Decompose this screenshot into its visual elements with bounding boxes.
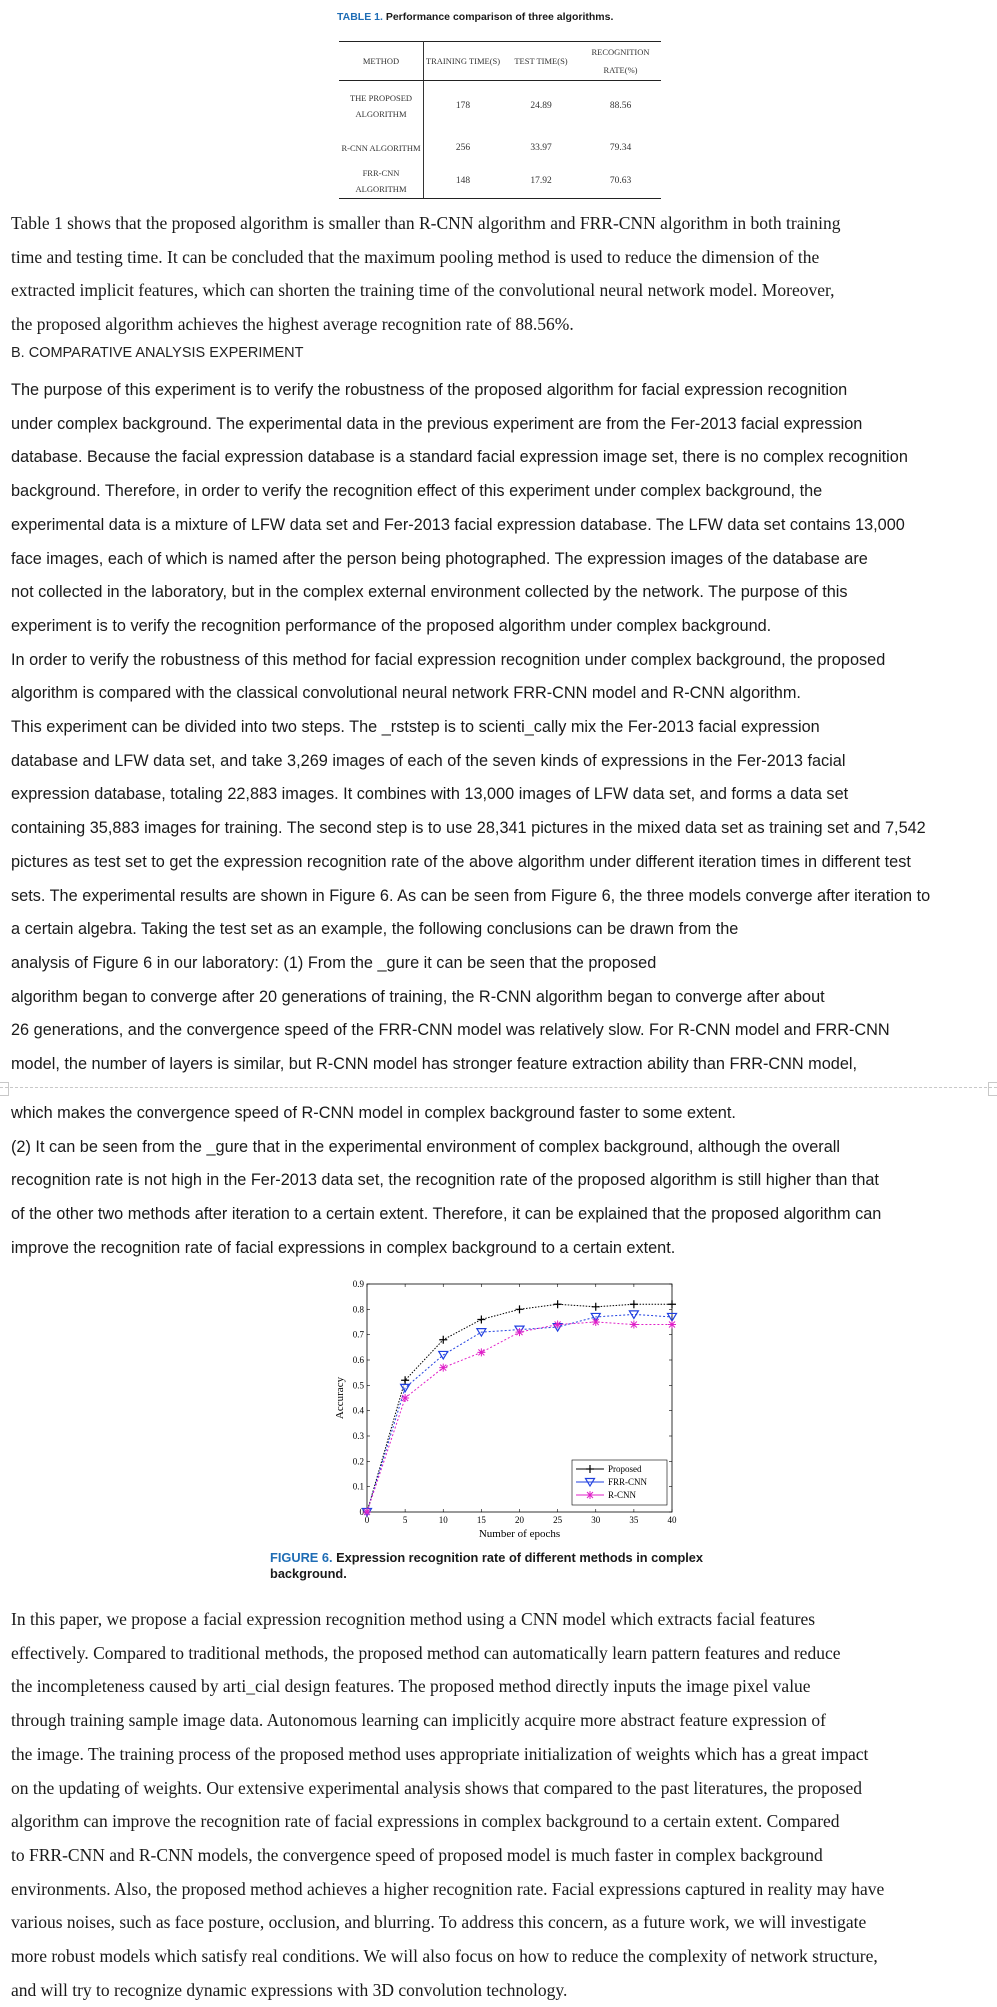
page-break-divider <box>0 1087 997 1088</box>
x-tick-label: 20 <box>515 1515 524 1525</box>
table-cell: THE PROPOSED ALGORITHM <box>339 81 424 132</box>
text-line: the incompleteness caused by arti_cial design features. The proposed method directly inputs the image pixel value <box>11 1676 811 1697</box>
text-line: algorithm can improve the recognition rate of facial expressions in complex background to a certain extent. Compared <box>11 1811 840 1832</box>
text-line: algorithm began to converge after 20 generations of training, the R-CNN algorithm began to converge after about <box>11 987 825 1006</box>
table-cell: FRR-CNN ALGORITHM <box>339 164 424 199</box>
conclusion-paragraph <box>11 1097 986 1266</box>
data-point-r-cnn <box>554 1321 562 1329</box>
data-point-r-cnn <box>668 1321 676 1329</box>
data-point-proposed <box>439 1336 447 1344</box>
page-corner-mark-left <box>0 1082 9 1096</box>
text-line: under complex background. The experimental data in the previous experiment are from the Fer-2013 facial expression <box>11 414 863 433</box>
y-tick-label: 0.8 <box>352 1304 364 1315</box>
table-cell: 24.89 <box>530 101 552 111</box>
text-line: model, the number of layers is similar, but R-CNN model has stronger feature extraction ability than FRR-CNN model, <box>11 1055 858 1074</box>
legend-label: R-CNN <box>608 1490 637 1500</box>
text-line: In order to verify the robustness of this method for facial expression recognition under complex background, the proposed <box>11 650 886 669</box>
text-line: background. Therefore, in order to verify the recognition effect of this experiment under complex background, the <box>11 482 823 501</box>
y-tick-label: 0.5 <box>352 1380 364 1391</box>
table-discussion-paragraph <box>11 207 986 341</box>
table-row <box>339 131 661 164</box>
text-line: a certain algebra. Taking the test set as an example, the following conclusions can be drawn from the <box>11 920 739 939</box>
y-axis-label: Accuracy <box>334 1376 346 1420</box>
x-tick-label: 30 <box>591 1515 601 1525</box>
table-header-cell: RECOGNITION RATE(%) <box>580 42 661 81</box>
table-row <box>339 81 661 132</box>
data-point-r-cnn <box>363 1508 371 1516</box>
text-line: on the updating of weights. Our extensive experimental analysis shows that compared to the past literatures, the proposed <box>11 1777 862 1798</box>
table-caption-label: TABLE 1. <box>337 11 383 23</box>
data-point-r-cnn <box>477 1348 485 1356</box>
paper-conclusion-paragraph <box>11 1603 986 2007</box>
text-line: improve the recognition rate of facial expressions in complex background to a certain extent. <box>11 1238 676 1257</box>
table-header-cell: TRAINING TIME(S) <box>424 42 503 81</box>
text-line: environments. Also, the proposed method achieves a higher recognition rate. Facial expressions captured in reality may have <box>11 1878 885 1899</box>
text-line: experimental data is a mixture of LFW data set and Fer-2013 facial expression database. The LFW data set contains 13,000 <box>11 515 905 534</box>
text-line: not collected in the laboratory, but in the complex external environment collected by the network. The purpose of this <box>11 583 848 602</box>
table-header-cell: TEST TIME(S) <box>502 42 580 81</box>
data-point-proposed <box>668 1300 676 1308</box>
text-line: Table 1 shows that the proposed algorithm is smaller than R-CNN algorithm and FRR-CNN algorithm in both training <box>11 213 841 233</box>
figure-caption-text: Expression recognition rate of different methods in complex background. <box>270 1550 704 1581</box>
x-tick-label: 25 <box>553 1515 563 1525</box>
text-line: pictures as test set to get the expression recognition rate of the above algorithm under different iteration times in different test <box>11 852 911 871</box>
text-line: time and testing time. It can be concluded that the maximum pooling method is used to reduce the dimension of the <box>11 246 820 267</box>
table-caption <box>337 11 613 23</box>
text-line: various noises, such as face posture, occlusion, and blurring. To address this concern, as a future work, we will investigate <box>11 1912 867 1933</box>
text-line: containing 35,883 images for training. The second step is to use 28,341 pictures in the mixed data set as training set and 7,542 <box>11 819 926 838</box>
text-line: through training sample image data. Autonomous learning can implicitly acquire more abstract feature expression of <box>11 1710 826 1731</box>
text-line: algorithm is compared with the classical convolutional neural network FRR-CNN model and R-CNN algorithm. <box>11 684 801 703</box>
data-point-proposed <box>516 1305 524 1313</box>
text-line: database. Because the facial expression database is a standard facial expression image set, there is no complex recognition <box>11 448 908 467</box>
data-point-proposed <box>554 1300 562 1308</box>
text-line: recognition rate is not high in the Fer-2013 data set, the recognition rate of the proposed algorithm is still higher than that <box>11 1171 879 1190</box>
text-line: of the other two methods after iteration to a certain extent. Therefore, it can be explained that the proposed algorithm can <box>11 1205 882 1224</box>
data-point-r-cnn <box>516 1328 524 1336</box>
text-line: the image. The training process of the proposed method uses appropriate initialization of weights which has a great impact <box>11 1743 869 1764</box>
text-line: and will try to recognize dynamic expressions with 3D convolution technology. <box>11 1979 568 2000</box>
text-line: analysis of Figure 6 in our laboratory: (1) From the _gure it can be seen that the proposed <box>11 953 657 972</box>
text-line: effectively. Compared to traditional methods, the proposed method can automatically learn pattern features and reduce <box>11 1642 841 1663</box>
table-caption-text: Performance comparison of three algorithms. <box>385 11 614 23</box>
data-point-proposed <box>630 1300 638 1308</box>
data-point-r-cnn <box>592 1318 600 1326</box>
text-line: 26 generations, and the convergence speed of the FRR-CNN model was relatively slow. For R-CNN model and FRR-CNN <box>11 1021 890 1040</box>
table-cell: 148 <box>424 164 503 199</box>
x-tick-label: 5 <box>402 1515 408 1525</box>
legend-label: Proposed <box>608 1464 642 1474</box>
text-line: which makes the convergence speed of R-CNN model in complex background faster to some extent. <box>11 1104 736 1122</box>
performance-table <box>339 41 661 199</box>
table-cell: 17.92 <box>502 164 580 199</box>
text-line: face images, each of which is named after the person being photographed. The expression images of the database are <box>11 549 868 568</box>
table-cell: 178 <box>455 101 471 111</box>
text-line: the proposed algorithm achieves the highest average recognition rate of 88.56%. <box>11 313 574 334</box>
table-cell: R-CNN ALGORITHM <box>339 131 424 164</box>
text-line: extracted implicit features, which can shorten the training time of the convolutional neural network model. Moreover, <box>11 280 835 300</box>
text-line: In this paper, we propose a facial expression recognition method using a CNN model which extracts facial features <box>11 1609 816 1629</box>
text-line: to FRR-CNN and R-CNN models, the convergence speed of proposed model is much faster in complex background <box>11 1844 823 1865</box>
y-tick-label: 0.2 <box>352 1456 364 1467</box>
data-point-r-cnn <box>630 1321 638 1329</box>
table-cell: 33.97 <box>530 142 552 153</box>
table-header-cell: METHOD <box>339 42 424 81</box>
x-tick-label: 40 <box>667 1515 677 1525</box>
page-corner-mark-right <box>988 1082 997 1096</box>
y-tick-label: 0.1 <box>352 1481 364 1492</box>
x-tick-label: 10 <box>438 1515 448 1525</box>
x-tick-label: 0 <box>364 1515 370 1525</box>
x-tick-label: 35 <box>629 1515 639 1525</box>
y-tick-label: 0.9 <box>352 1279 364 1289</box>
table-row <box>339 164 661 199</box>
text-line: database and LFW data set, and take 3,269 images of each of the seven kinds of expressions in the Fer-2013 facial <box>11 751 846 770</box>
table-cell: 79.34 <box>609 142 632 153</box>
data-point-r-cnn <box>439 1364 447 1372</box>
y-tick-label: 0.7 <box>352 1329 364 1340</box>
text-line: expression database, totaling 22,883 images. It combines with 13,000 images of LFW data set, and forms a data set <box>11 785 849 804</box>
y-tick-label: 0 <box>359 1507 364 1517</box>
text-line: (2) It can be seen from the _gure that in the experimental environment of complex background, although the overall <box>11 1137 841 1156</box>
figure-caption <box>270 1550 750 1582</box>
text-line: The purpose of this experiment is to verify the robustness of the proposed algorithm for facial expression recognition <box>11 381 848 399</box>
text-line: experiment is to verify the recognition performance of the proposed algorithm under complex background. <box>11 616 772 635</box>
table-cell: 88.56 <box>609 101 632 111</box>
data-point-r-cnn <box>401 1394 409 1402</box>
table-header-row <box>339 42 661 81</box>
text-line: more robust models which satisfy real conditions. We will also focus on how to reduce the complexity of network structure, <box>11 1946 878 1967</box>
figure-caption-label: FIGURE 6. <box>270 1550 333 1565</box>
y-tick-label: 0.3 <box>352 1431 364 1441</box>
x-axis-label: Number of epochs <box>478 1528 561 1540</box>
table-cell: 70.63 <box>580 164 661 199</box>
legend-label: FRR-CNN <box>608 1477 648 1487</box>
accuracy-line-chart <box>317 1272 697 1550</box>
data-point-proposed <box>477 1315 485 1323</box>
text-line: This experiment can be divided into two steps. The _rststep is to scienti_cally mix the Fer-2013 facial expression <box>11 718 820 737</box>
y-tick-label: 0.6 <box>352 1355 364 1365</box>
section-heading: B. COMPARATIVE ANALYSIS EXPERIMENT <box>11 345 304 361</box>
x-tick-label: 15 <box>476 1515 486 1525</box>
table-cell: 256 <box>455 142 471 153</box>
y-tick-label: 0.4 <box>352 1405 364 1416</box>
data-point-proposed <box>592 1303 600 1311</box>
legend-marker <box>586 1491 594 1499</box>
text-line: sets. The experimental results are shown in Figure 6. As can be seen from Figure 6, the three models converge after iteration to <box>11 886 931 905</box>
experiment-paragraph <box>11 374 986 1082</box>
